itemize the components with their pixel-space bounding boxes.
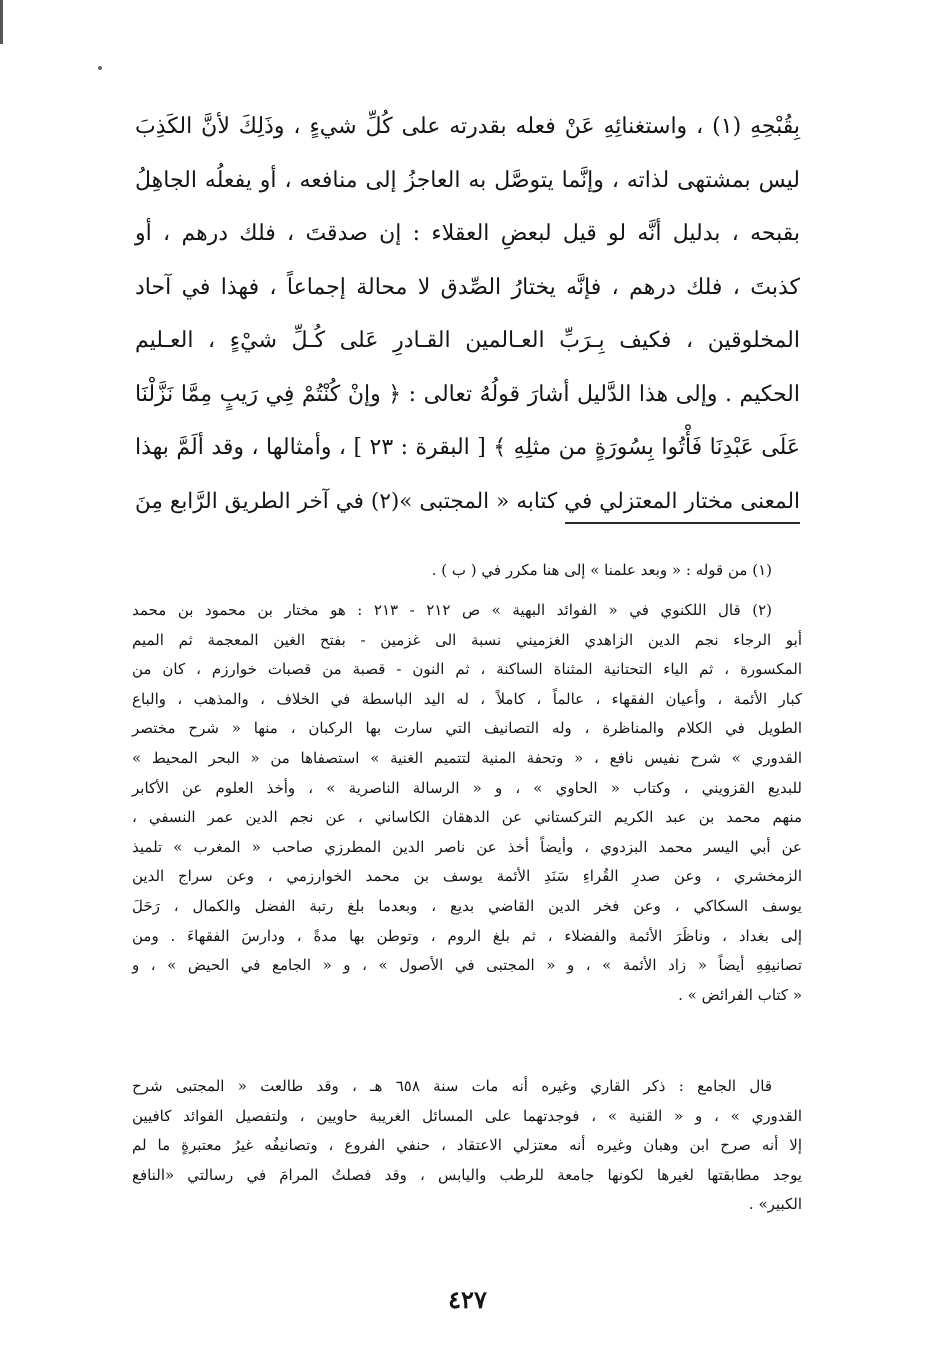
footnote-line: الطويل في الكلام والمناظرة ، وله التصانيف التي سارت بها الركبان ، منها « شرح مختصر xyxy=(132,719,802,738)
footnote-line: « كتاب الفرائض » . xyxy=(678,985,802,1004)
page-number: ٤٢٧ xyxy=(448,1285,487,1314)
note-line: القدوري » ، و « القنية » ، فوجدتهما على المسائل الغريبة حاويين ، ولتفصيل الفوائد كافيين xyxy=(132,1106,802,1125)
compiler-note xyxy=(132,1072,802,1220)
footnote-1-text: (١) من قوله : « وبعد علمنا » إلى هنا مكرر في ( ب ) . xyxy=(431,561,772,579)
note-line: إلا أنه صرح ابن وهبان وغيره أنه معتزلي الاعتقاد ، حنفي الفروع ، وتصانيفُه غيرُ معتبرةٍ ما لم xyxy=(132,1136,802,1155)
footnote-line: تصانيفِهِ أيضاً « زاد الأئمة » ، و « المجتبى في الأصول » ، و « الجامع في الحيض » ، و xyxy=(132,956,802,975)
footnote-line: القدوري » شرح نفيس نافع ، « وتحفة المنية لتتميم الغنية » استصفاها من « البحر المحيط » xyxy=(132,748,802,767)
footnote-line: أبو الرجاء نجم الدين الزاهدي الغزميني نسبة الى غزمين - بفتح الغين المعجمة ثم الميم xyxy=(132,630,802,649)
footnote-line: يوسف السكاكي ، وعن فخر الدين القاضي بديع ، وبعدما بلغ رتبة الفضل والكمال ، رَحَلَ xyxy=(132,896,802,915)
footnote-line: الزمخشري ، وعن صدرِ القُراءِ سَنَدِ الأئمة يوسف بن محمد الخوارزمي ، وعن سراج الدين xyxy=(132,867,802,886)
scan-speck xyxy=(98,66,102,70)
footnote-line: للبديع القزويني ، وكتاب « الحاوي » ، و « الرسالة الناصرية » ، وأخذ العلوم عن الأكابر xyxy=(132,778,802,797)
body-line: الحكيم . وإلى هذا الدَّليل أشارَ قولُهُ تعالى : ﴿ وإنْ كُنْتُمْ فِي رَيبٍ مِمَّا نَزَّلْنَا xyxy=(135,381,800,407)
body-line: عَلَى عَبْدِنَا فَأْتُوا بِسُورَةٍ من مثلِهِ ﴾ [ البقرة : ٢٣ ] ، وأمثالها ، وقد ألَمَّ بهذا xyxy=(135,435,800,460)
body-line: بقبحه ، بدليل أنَّه لو قيل لبعضِ العقلاء : إن صدقتَ ، فلك درهم ، أو xyxy=(135,221,800,246)
body-line: المعنى مختار المعتزلي في كتابه « المجتبى »(٢) في آخر الطريق الرَّابع مِنَ xyxy=(135,488,800,514)
note-line: قال الجامع : ذكر القاري وغيره أنه مات سنة ٦٥٨ هـ ، وقد طالعت « المجتبى شرح xyxy=(132,1077,772,1095)
body-line: كذبتَ ، فلك درهم ، فإنَّه يختارُ الصِّدق لا محالة إجماعاً ، فهذا في آحاد xyxy=(135,274,800,300)
footnote-line: كبار الأئمة ، وأعيان الفقهاء ، عالماً ، كاملاً ، له اليد الباسطة في الخلاف ، والمذهب ، والباع xyxy=(132,689,802,708)
body-line: بِقُبْحِهِ (١) ، واستغنائِهِ عَنْ فعله بقدرته على كُلِّ شيءٍ ، وذَلِكَ لأنَّ الكَذِبَ xyxy=(135,114,800,139)
body-line: ليس بمشتهى لذاته ، وإنَّما يتوصَّل به العاجزُ إلى منافعه ، أو يفعلُه الجاهِلُ xyxy=(135,167,800,193)
footnote-2 xyxy=(132,596,802,1010)
footnote-1 xyxy=(132,556,802,586)
note-line: الكبير» . xyxy=(748,1195,802,1214)
footnote-line: منهم محمد بن عبد الكريم التركستاني عن الدهقان الكاساني ، عن نجم الدين عمر النسفي ، xyxy=(132,808,802,827)
footnote-line: عن أبي اليسر محمد البزدوي ، وأيضاً أخذ عن ناصر الدين المطرزي صاحب « المغرب » تلميذ xyxy=(132,837,802,856)
main-body-text xyxy=(135,100,800,528)
footnote-separator xyxy=(565,522,800,524)
footnote-line: المكسورة ، ثم الياء التحتانية المثناة الساكنة ، ثم النون - قصبة من قصبات خوارزم ، كان من xyxy=(132,660,802,679)
scan-edge-mark xyxy=(0,0,3,44)
body-line: المخلوقين ، فكيف بِـرَبِّ العـالمين القـادرِ عَلى كُـلِّ شيْءٍ ، العـليم xyxy=(135,328,800,353)
note-line: يوجد مطابقتها لغيرها لكونها جامعة للرطب واليابس ، وقد فصلتُ المرامَ في رسالتي «النافع xyxy=(132,1165,802,1184)
footnote-line: (٢) قال اللكنوي في « الفوائد البهية » ص ٢١٢ - ٢١٣ : هو مختار بن محمود بن محمد xyxy=(132,601,772,619)
footnote-line: إلى بغداد ، وناظَرَ الأئمة والفضلاء ، ثم بلغ الروم ، وتوطن بها مدةً ، ودارسَ الفقهاءَ . ومن xyxy=(132,926,802,945)
